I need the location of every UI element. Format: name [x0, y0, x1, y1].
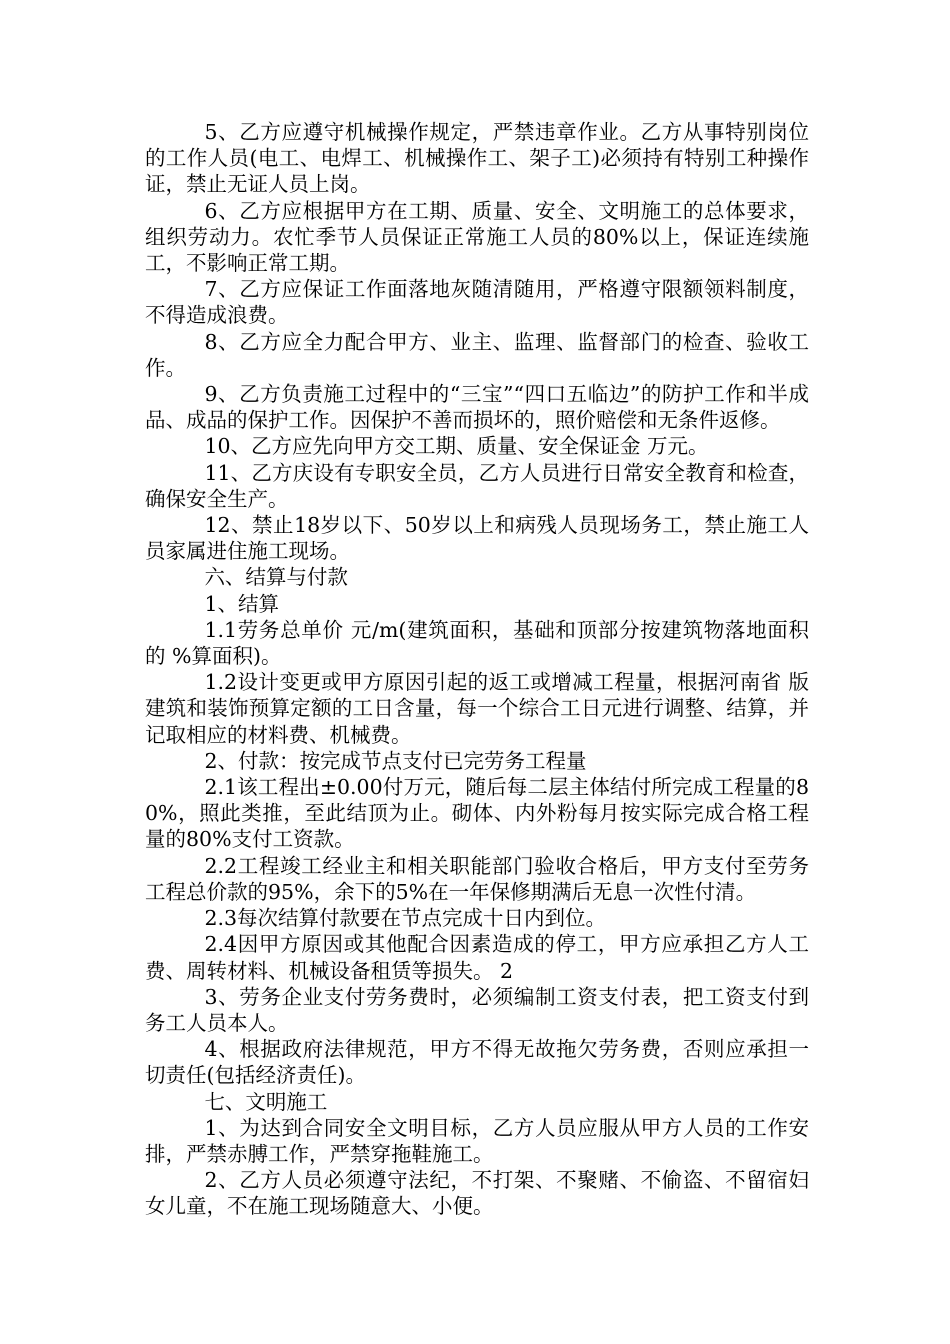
clause-civ-2: 2、乙方人员必须遵守法纪，不打架、不聚赌、不偷盗、不留宿妇女儿童，不在施工现场随意大、小便。 — [145, 1168, 809, 1219]
clause-6: 6、乙方应根据甲方在工期、质量、安全、文明施工的总体要求，组织劳动力。农忙季节人员保证正常施工人员的80%以上，保证连续施工，不影响正常工期。 — [145, 198, 809, 276]
clause-2-1: 2.1该工程出±0.00付万元，随后每二层主体结付所完成工程量的80%，照此类推，至此结顶为止。砌体、内外粉每月按实际完成合格工程量的80%支付工资款。 — [145, 775, 809, 852]
clause-civ-1: 1、为达到合同安全文明目标，乙方人员应服从甲方人员的工作安排，严禁赤膊工作，严禁穿拖鞋施工。 — [145, 1115, 809, 1166]
clause-12: 12、禁止18岁以下、50岁以上和病残人员现场务工，禁止施工人员家属进住施工现场。 — [145, 513, 809, 564]
clause-3: 3、劳务企业支付劳务费时，必须编制工资支付表，把工资支付到务工人员本人。 — [145, 984, 809, 1035]
section-heading-civilized-construction: 七、文明施工 — [204, 1089, 328, 1114]
subheading-settlement: 1、结算 — [204, 591, 279, 616]
clause-10: 10、乙方应先向甲方交工期、质量、安全保证金 万元。 — [204, 434, 709, 459]
clause-2-4: 2.4因甲方原因或其他配合因素造成的停工，甲方应承担乙方人工费、周转材料、机械设备租赁等损失。 2 — [145, 932, 809, 983]
clause-5: 5、乙方应遵守机械操作规定，严禁违章作业。乙方从事特别岗位的工作人员(电工、电焊工、机械操作工、架子工)必须持有特别工种操作证，禁止无证人员上岗。 — [145, 120, 809, 197]
clause-7: 7、乙方应保证工作面落地灰随清随用，严格遵守限额领料制度，不得造成浪费。 — [145, 277, 809, 328]
clause-11: 11、乙方庆设有专职安全员，乙方人员进行日常安全教育和检查，确保安全生产。 — [145, 460, 809, 511]
clause-1-2: 1.2设计变更或甲方原因引起的返工或增减工程量，根据河南省 版建筑和装饰预算定额的工日含量，每一个综合工日元进行调整、结算，并记取相应的材料费、机械费。 — [145, 670, 809, 747]
clause-2-2: 2.2工程竣工经业主和相关职能部门验收合格后，甲方支付至劳务工程总价款的95%，余下的5%在一年保修期满后无息一次性付清。 — [145, 853, 809, 904]
section-heading-settlement: 六、结算与付款 — [204, 565, 348, 590]
clause-9: 9、乙方负责施工过程中的“三宝”“四口五临边”的防护工作和半成品、成品的保护工作。因保护不善而损坏的，照价赔偿和无条件返修。 — [145, 382, 809, 433]
clause-8: 8、乙方应全力配合甲方、业主、监理、监督部门的检查、验收工作。 — [145, 329, 809, 380]
document-page — [145, 119, 809, 1220]
subheading-payment: 2、付款：按完成节点支付已完劳务工程量 — [204, 748, 587, 773]
clause-4: 4、根据政府法律规范，甲方不得无故拖欠劳务费，否则应承担一切责任(包括经济责任)。 — [145, 1037, 809, 1088]
clause-1-1: 1.1劳务总单价 元/m(建筑面积，基础和顶部分按建筑物落地面积的 %算面积)。 — [145, 617, 809, 669]
clause-2-3: 2.3每次结算付款要在节点完成十日内到位。 — [204, 906, 607, 931]
